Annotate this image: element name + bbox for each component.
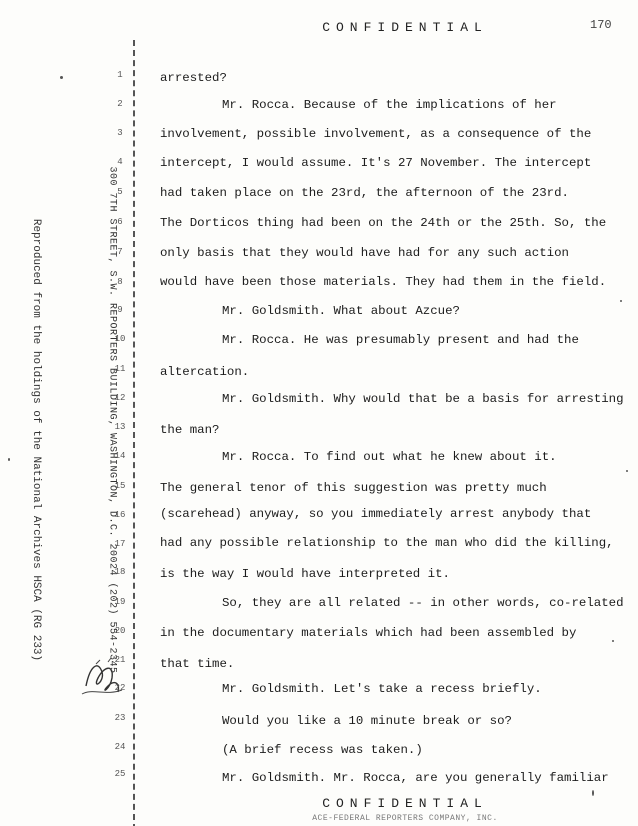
scan-speck (592, 790, 594, 796)
reporter-company: ACE-FEDERAL REPORTERS COMPANY, INC. (312, 814, 498, 823)
line-number: 13 (114, 422, 126, 432)
transcript-line: (A brief recess was taken.) (222, 743, 423, 757)
line-number: 1 (117, 70, 123, 80)
line-number: 23 (114, 713, 126, 723)
transcript-line: The Dorticos thing had been on the 24th or the 25th. So, the (160, 216, 607, 230)
archive-reproduction-note: Reproduced from the holdings of the National Archives HSCA (RG 233) (30, 218, 42, 662)
header-confidential: CONFIDENTIAL (322, 20, 488, 35)
line-number: 2 (117, 99, 123, 109)
line-number: 25 (114, 769, 126, 779)
transcript-line: Mr. Goldsmith. Let's take a recess briefly. (222, 682, 542, 696)
transcript-line: would have been those materials. They had them in the field. (160, 275, 607, 289)
transcript-line: Mr. Rocca. He was presumably present and had the (222, 333, 579, 347)
line-number: 5 (117, 187, 123, 197)
transcript-line: Mr. Goldsmith. Why would that be a basis for arresting (222, 392, 624, 406)
transcript-line: involvement, possible involvement, as a consequence of the (160, 127, 592, 141)
scan-speck (60, 76, 63, 79)
scan-speck (620, 300, 622, 302)
margin-rule (133, 40, 135, 826)
transcript-line: (scarehead) anyway, so you immediately arrest anybody that (160, 507, 592, 521)
transcript-line: Mr. Goldsmith. Mr. Rocca, are you generally familiar (222, 771, 609, 785)
line-number: 6 (117, 217, 123, 227)
transcript-line: The general tenor of this suggestion was pretty much (160, 481, 547, 495)
scan-speck (612, 640, 614, 642)
transcript-line: Would you like a 10 minute break or so? (222, 714, 512, 728)
line-number: 15 (114, 481, 126, 491)
footer-confidential: CONFIDENTIAL (322, 796, 488, 811)
line-number: 22 (114, 683, 126, 693)
transcript-line: Mr. Rocca. To find out what he knew about it. (222, 450, 557, 464)
line-number: 4 (117, 157, 123, 167)
scan-speck (626, 470, 628, 472)
line-number: 24 (114, 742, 126, 752)
transcript-line: in the documentary materials which had been assembled by (160, 626, 577, 640)
line-number: 8 (117, 277, 123, 287)
line-number: 12 (114, 393, 126, 403)
line-number: 3 (117, 128, 123, 138)
line-number: 9 (117, 305, 123, 315)
transcript-line: had taken place on the 23rd, the afternoon of the 23rd. (160, 186, 569, 200)
transcript-line: altercation. (160, 365, 250, 379)
line-number: 19 (114, 597, 126, 607)
transcript-line: had any possible relationship to the man who did the killing, (160, 536, 614, 550)
line-number: 21 (114, 655, 126, 665)
line-number: 14 (114, 451, 126, 461)
transcript-line: So, they are all related -- in other words, co-related (222, 596, 624, 610)
page-number: 170 (590, 18, 612, 32)
transcript-line: arrested? (160, 71, 227, 85)
reporter-address-stamp: 300 7TH STREET, S.W. REPORTERS BUILDING, WASHINGTON, D.C. 20024 (202) 554-2345 (106, 166, 118, 674)
line-number: 7 (117, 247, 123, 257)
line-number: 11 (114, 364, 126, 374)
scan-speck (8, 458, 10, 461)
transcript-line: intercept, I would assume. It's 27 November. The intercept (160, 156, 592, 170)
line-number: 18 (114, 567, 126, 577)
line-number: 10 (114, 334, 126, 344)
line-number: 16 (114, 510, 126, 520)
line-number: 17 (114, 539, 126, 549)
transcript-line: the man? (160, 423, 220, 437)
transcript-line: is the way I would have interpreted it. (160, 567, 450, 581)
transcript-line: Mr. Goldsmith. What about Azcue? (222, 304, 460, 318)
transcript-line: Mr. Rocca. Because of the implications of her (222, 98, 557, 112)
transcript-line: that time. (160, 657, 235, 671)
transcript-line: only basis that they would have had for any such action (160, 246, 569, 260)
line-number: 20 (114, 626, 126, 636)
